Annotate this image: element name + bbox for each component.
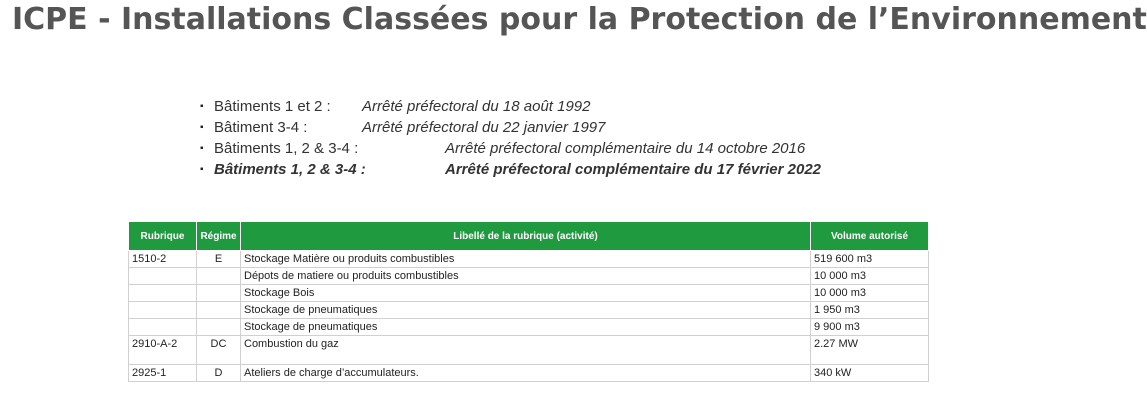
decree-buildings: Bâtiment 3-4 : xyxy=(214,119,308,136)
cell-rubrique xyxy=(129,268,197,285)
cell-rubrique: 1510-2 xyxy=(129,251,197,268)
cell-libelle: Ateliers de charge d’accumulateurs. xyxy=(241,365,811,382)
cell-volume: 519 600 m3 xyxy=(811,251,929,268)
rubrique-table xyxy=(128,221,929,382)
cell-regime xyxy=(197,285,241,302)
header-rubrique: Rubrique xyxy=(129,222,197,251)
decree-buildings: Bâtiments 1, 2 & 3-4 : xyxy=(214,140,359,157)
cell-regime: DC xyxy=(197,336,241,365)
cell-volume: 1 950 m3 xyxy=(811,302,929,319)
decree-text: Arrêté préfectoral complémentaire du 17 février 2022 xyxy=(445,161,822,178)
bullet-icon: ▪ xyxy=(200,164,204,175)
cell-libelle: Stockage Bois xyxy=(241,285,811,302)
table-row xyxy=(129,336,929,365)
cell-volume: 9 900 m3 xyxy=(811,319,929,336)
decree-buildings: Bâtiments 1 et 2 : xyxy=(214,98,331,115)
cell-volume: 340 kW xyxy=(811,365,929,382)
cell-volume: 2.27 MW xyxy=(811,336,929,365)
cell-rubrique xyxy=(129,319,197,336)
cell-rubrique: 2925-1 xyxy=(129,365,197,382)
bullet-icon: ▪ xyxy=(200,122,204,133)
cell-libelle: Combustion du gaz xyxy=(241,336,811,365)
table-row xyxy=(129,302,929,319)
cell-rubrique xyxy=(129,285,197,302)
decree-text: Arrêté préfectoral du 18 août 1992 xyxy=(362,98,591,115)
bullet-icon: ▪ xyxy=(200,101,204,112)
decree-text: Arrêté préfectoral complémentaire du 14 octobre 2016 xyxy=(445,140,806,157)
cell-volume: 10 000 m3 xyxy=(811,268,929,285)
cell-rubrique: 2910-A-2 xyxy=(129,336,197,365)
table-row xyxy=(129,285,929,302)
decree-text: Arrêté préfectoral du 22 janvier 1997 xyxy=(362,119,606,136)
cell-libelle: Dépots de matiere ou produits combustibles xyxy=(241,268,811,285)
cell-volume: 10 000 m3 xyxy=(811,285,929,302)
table-header-row xyxy=(129,222,929,251)
bullet-icon: ▪ xyxy=(200,143,204,154)
decree-buildings: Bâtiments 1, 2 & 3-4 : xyxy=(214,161,366,178)
cell-regime: D xyxy=(197,365,241,382)
cell-libelle: Stockage de pneumatiques xyxy=(241,302,811,319)
cell-libelle: Stockage Matière ou produits combustibles xyxy=(241,251,811,268)
cell-regime: E xyxy=(197,251,241,268)
page-title: ICPE - Installations Classées pour la Protection de l’Environnement xyxy=(12,2,1147,37)
cell-libelle: Stockage de pneumatiques xyxy=(241,319,811,336)
header-regime: Régime xyxy=(197,222,241,251)
table-row xyxy=(129,365,929,382)
cell-regime xyxy=(197,268,241,285)
cell-rubrique xyxy=(129,302,197,319)
table-row xyxy=(129,268,929,285)
header-volume: Volume autorisé xyxy=(811,222,929,251)
cell-regime xyxy=(197,302,241,319)
cell-regime xyxy=(197,319,241,336)
table-row xyxy=(129,251,929,268)
header-libelle: Libellé de la rubrique (activité) xyxy=(241,222,811,251)
table-row xyxy=(129,319,929,336)
